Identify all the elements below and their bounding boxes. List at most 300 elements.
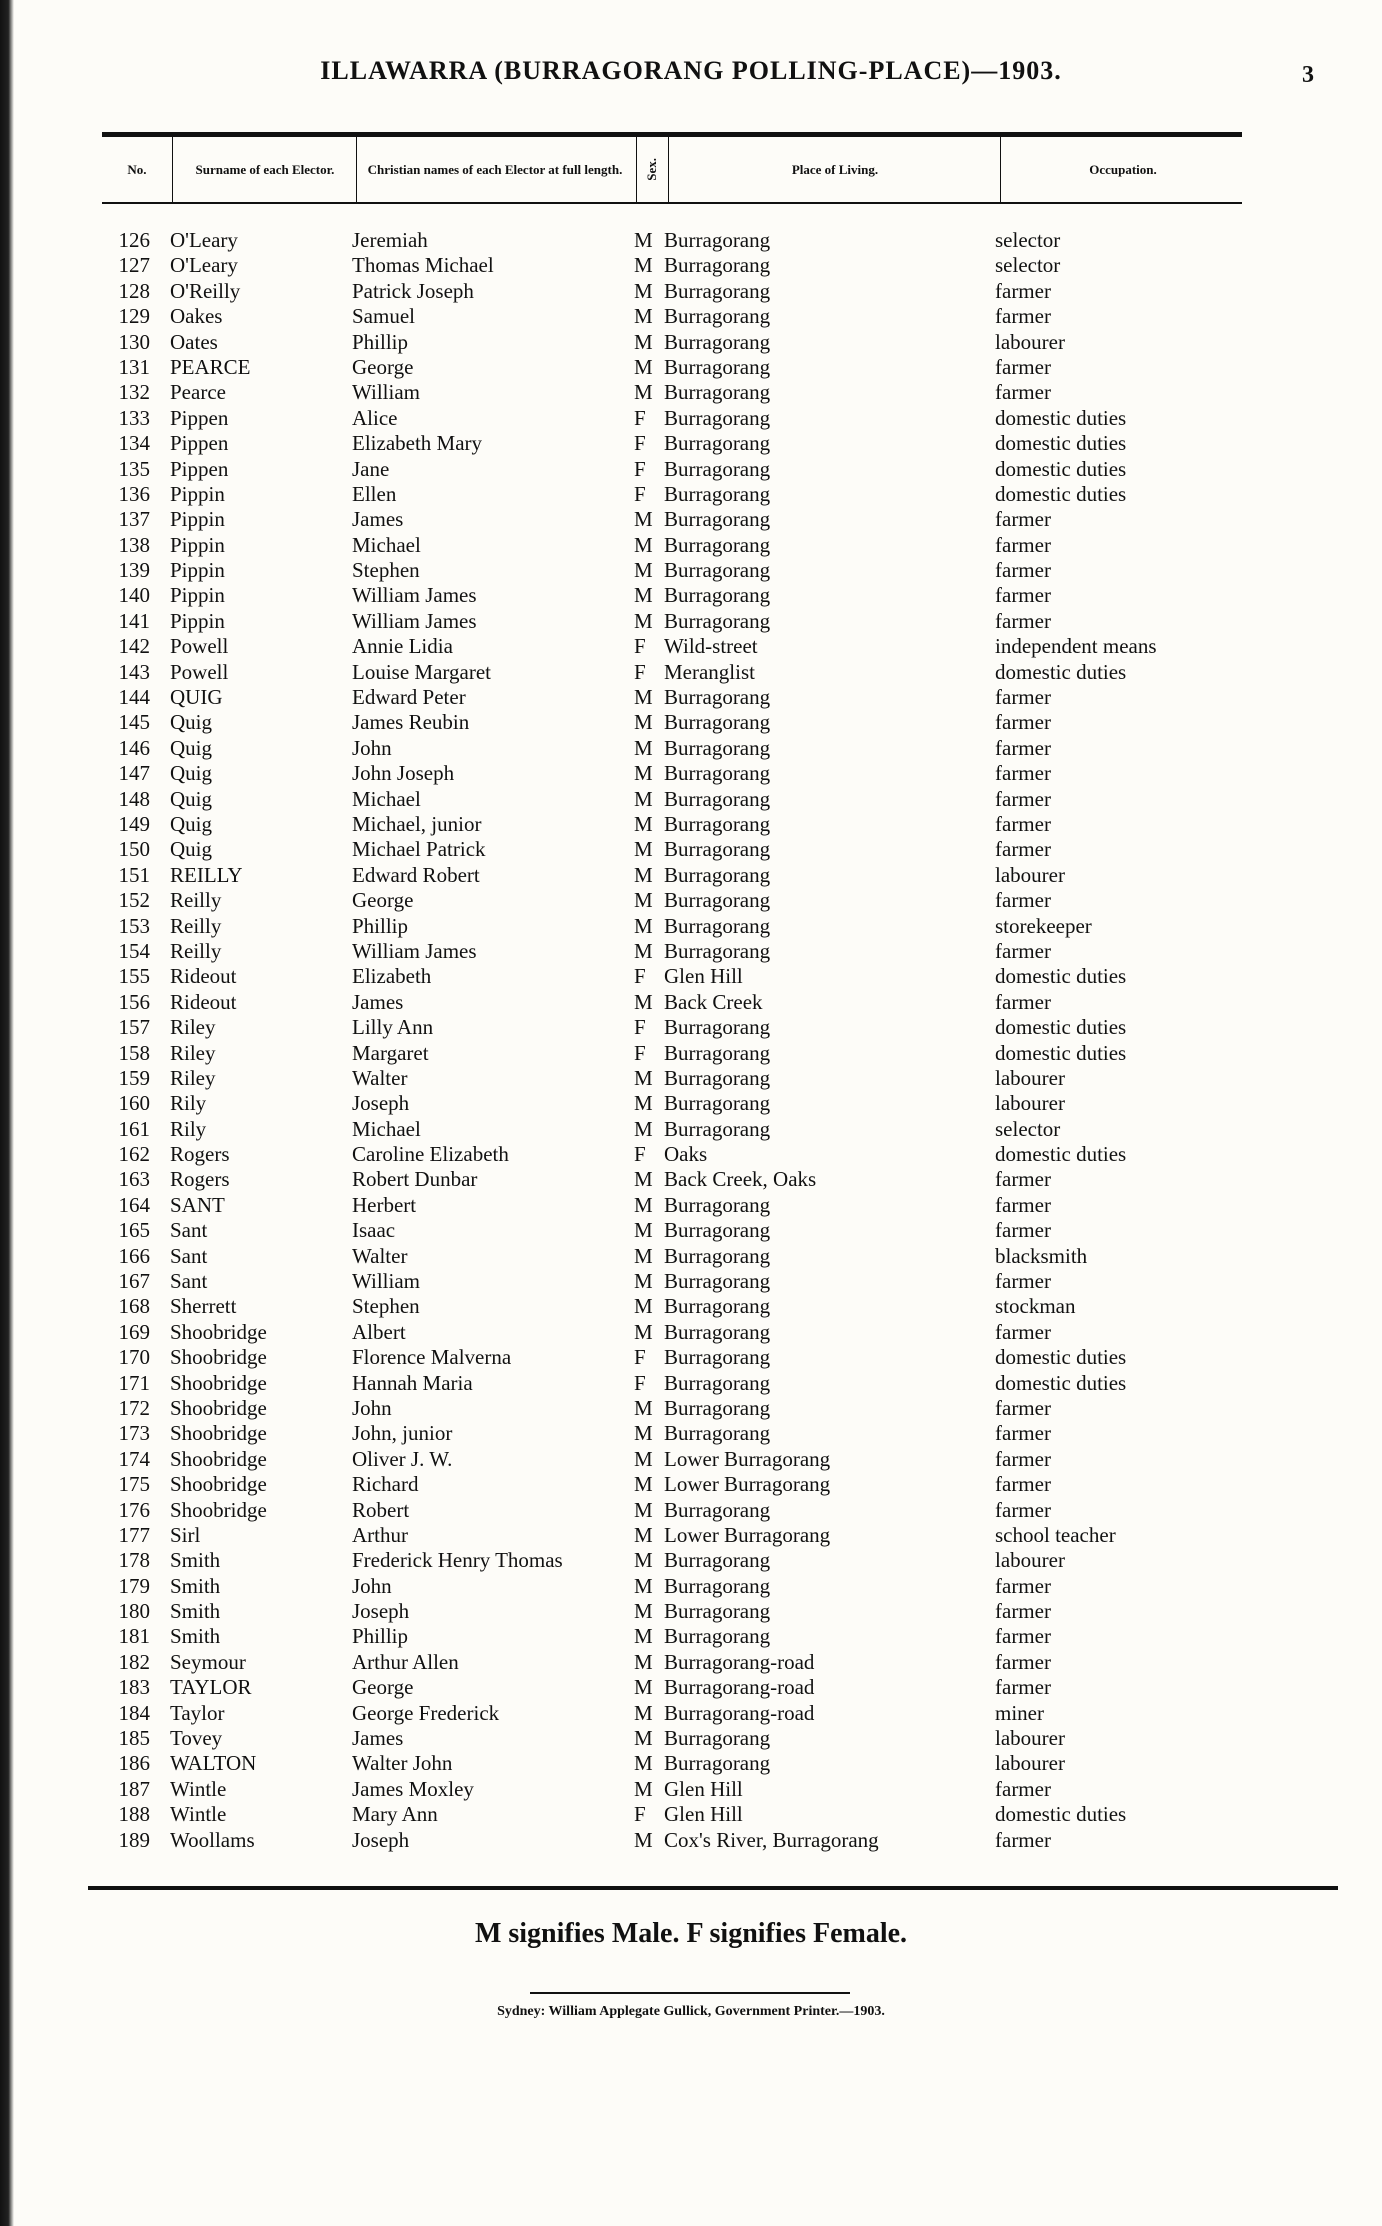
elector-surname: Pippin — [170, 481, 225, 506]
elector-occupation: farmer — [995, 1649, 1051, 1674]
elector-sex: M — [634, 811, 653, 836]
elector-occupation: farmer — [995, 558, 1051, 583]
elector-christian-names: Mary Ann — [352, 1802, 438, 1827]
elector-christian-names: Albert — [352, 1319, 406, 1344]
elector-occupation: farmer — [995, 1446, 1051, 1471]
elector-sex: F — [634, 1802, 646, 1827]
elector-surname: Seymour — [170, 1649, 246, 1674]
table-row — [0, 1650, 1382, 1675]
table-row — [0, 1066, 1382, 1091]
elector-number: 174 — [118, 1446, 150, 1471]
column-header-place: Place of Living. — [791, 161, 879, 177]
elector-sex: F — [634, 1370, 646, 1395]
table-row — [0, 457, 1382, 482]
table-row — [0, 482, 1382, 507]
elector-sex: M — [634, 1218, 653, 1243]
elector-number: 166 — [118, 1243, 150, 1268]
elector-sex: F — [634, 1015, 646, 1040]
elector-occupation: labourer — [995, 1065, 1065, 1090]
elector-number: 185 — [118, 1726, 150, 1751]
elector-sex: F — [634, 431, 646, 456]
elector-sex: M — [634, 1116, 653, 1141]
elector-sex: M — [634, 938, 653, 963]
elector-christian-names: William — [352, 380, 420, 405]
elector-place-of-living: Burragorang — [664, 481, 771, 506]
table-row — [0, 1396, 1382, 1421]
column-header-christian-names: Christian names of each Elector at full length. — [367, 161, 623, 177]
table-row — [0, 1244, 1382, 1269]
elector-sex: M — [634, 913, 653, 938]
elector-surname: O'Leary — [170, 253, 238, 278]
elector-surname: Riley — [170, 1065, 216, 1090]
elector-number: 132 — [118, 380, 150, 405]
table-row — [0, 330, 1382, 355]
table-row — [0, 837, 1382, 862]
elector-christian-names: Robert — [352, 1497, 410, 1522]
elector-christian-names: George — [352, 888, 414, 913]
elector-sex: M — [634, 1243, 653, 1268]
elector-occupation: farmer — [995, 1192, 1051, 1217]
elector-sex: M — [634, 710, 653, 735]
elector-number: 187 — [118, 1776, 150, 1801]
elector-occupation: storekeeper — [995, 913, 1092, 938]
table-row — [0, 1218, 1382, 1243]
elector-surname: Smith — [170, 1573, 221, 1598]
elector-occupation: farmer — [995, 1599, 1051, 1624]
elector-occupation: domestic duties — [995, 456, 1127, 481]
elector-surname: Quig — [170, 735, 212, 760]
elector-surname: Rideout — [170, 964, 237, 989]
table-row — [0, 609, 1382, 634]
elector-place-of-living: Back Creek, Oaks — [664, 1167, 817, 1192]
elector-christian-names: Louise Margaret — [352, 659, 491, 684]
elector-sex: M — [634, 735, 653, 760]
column-divider — [172, 137, 173, 202]
elector-christian-names: Annie Lidia — [352, 634, 453, 659]
table-row — [0, 660, 1382, 685]
elector-number: 176 — [118, 1497, 150, 1522]
elector-place-of-living: Burragorang — [664, 1065, 771, 1090]
table-row — [0, 279, 1382, 304]
elector-christian-names: Robert Dunbar — [352, 1167, 478, 1192]
elector-occupation: farmer — [995, 1218, 1051, 1243]
elector-number: 184 — [118, 1700, 150, 1725]
elector-place-of-living: Burragorang — [664, 1218, 771, 1243]
elector-surname: Riley — [170, 1040, 216, 1065]
table-row — [0, 1345, 1382, 1370]
elector-place-of-living: Burragorang — [664, 456, 771, 481]
elector-place-of-living: Burragorang — [664, 558, 771, 583]
elector-surname: Reilly — [170, 913, 222, 938]
table-row — [0, 533, 1382, 558]
elector-sex: M — [634, 837, 653, 862]
elector-christian-names: Stephen — [352, 1294, 420, 1319]
elector-occupation: domestic duties — [995, 1142, 1127, 1167]
elector-number: 126 — [118, 228, 150, 252]
elector-number: 183 — [118, 1675, 150, 1700]
table-row — [0, 1498, 1382, 1523]
elector-christian-names: George — [352, 1675, 414, 1700]
elector-place-of-living: Burragorang — [664, 1294, 771, 1319]
elector-number: 162 — [118, 1142, 150, 1167]
elector-christian-names: Phillip — [352, 329, 409, 354]
elector-place-of-living: Burragorang — [664, 1192, 771, 1217]
elector-number: 143 — [118, 659, 150, 684]
table-row — [0, 914, 1382, 939]
elector-surname: Quig — [170, 761, 212, 786]
elector-christian-names: John — [352, 1573, 392, 1598]
elector-place-of-living: Burragorang — [664, 862, 771, 887]
elector-surname: Pippen — [170, 431, 229, 456]
elector-sex: M — [634, 278, 653, 303]
elector-occupation: farmer — [995, 380, 1051, 405]
elector-sex: F — [634, 456, 646, 481]
elector-sex: M — [634, 608, 653, 633]
elector-surname: Rogers — [170, 1167, 230, 1192]
elector-number: 144 — [118, 685, 150, 710]
elector-christian-names: Arthur — [352, 1522, 408, 1547]
page-title: ILLAWARRA (BURRAGORANG POLLING-PLACE)—1903. — [320, 56, 1062, 85]
elector-surname: Rideout — [170, 989, 237, 1014]
elector-place-of-living: Burragorang — [664, 329, 771, 354]
table-row — [0, 1802, 1382, 1827]
elector-occupation: domestic duties — [995, 481, 1127, 506]
elector-sex: M — [634, 1269, 653, 1294]
elector-number: 146 — [118, 735, 150, 760]
elector-place-of-living: Cox's River, Burragorang — [664, 1827, 879, 1852]
elector-place-of-living: Burragorang-road — [664, 1675, 815, 1700]
elector-number: 165 — [118, 1218, 150, 1243]
elector-number: 148 — [118, 786, 150, 811]
elector-christian-names: James — [352, 989, 404, 1014]
elector-occupation: farmer — [995, 1827, 1051, 1852]
elector-place-of-living: Burragorang — [664, 1751, 771, 1776]
elector-surname: Pearce — [170, 380, 226, 405]
elector-sex: M — [634, 1091, 653, 1116]
elector-surname: Shoobridge — [170, 1472, 267, 1497]
elector-occupation: selector — [995, 1116, 1061, 1141]
elector-place-of-living: Lower Burragorang — [664, 1472, 831, 1497]
elector-sex: M — [634, 1065, 653, 1090]
elector-occupation: domestic duties — [995, 431, 1127, 456]
elector-surname: Reilly — [170, 888, 222, 913]
table-row — [0, 990, 1382, 1015]
column-header-surname: Surname of each Elector. — [195, 161, 335, 177]
elector-christian-names: Patrick Joseph — [352, 278, 474, 303]
elector-number: 149 — [118, 811, 150, 836]
table-row — [0, 685, 1382, 710]
elector-surname: Powell — [170, 634, 229, 659]
table-row — [0, 1523, 1382, 1548]
elector-number: 169 — [118, 1319, 150, 1344]
sex-legend: M signifies Male. F signifies Female. — [474, 1918, 908, 1949]
elector-christian-names: Lilly Ann — [352, 1015, 434, 1040]
elector-surname: Sant — [170, 1243, 208, 1268]
table-row — [0, 1320, 1382, 1345]
elector-occupation: farmer — [995, 938, 1051, 963]
elector-christian-names: Walter — [352, 1065, 408, 1090]
table-row — [0, 1091, 1382, 1116]
column-divider — [356, 137, 357, 202]
elector-surname: Shoobridge — [170, 1319, 267, 1344]
elector-place-of-living: Burragorang-road — [664, 1700, 815, 1725]
elector-christian-names: George Frederick — [352, 1700, 500, 1725]
table-row — [0, 1421, 1382, 1446]
elector-place-of-living: Burragorang — [664, 583, 771, 608]
elector-christian-names: Thomas Michael — [352, 253, 494, 278]
elector-place-of-living: Burragorang — [664, 354, 771, 379]
table-row — [0, 228, 1382, 253]
elector-occupation: labourer — [995, 1726, 1065, 1751]
elector-surname: Rily — [170, 1091, 207, 1116]
elector-sex: M — [634, 583, 653, 608]
elector-sex: M — [634, 253, 653, 278]
elector-place-of-living: Back Creek — [664, 989, 763, 1014]
elector-place-of-living: Burragorang — [664, 1573, 771, 1598]
elector-number: 135 — [118, 456, 150, 481]
elector-number: 168 — [118, 1294, 150, 1319]
elector-occupation: independent means — [995, 634, 1157, 659]
elector-occupation: farmer — [995, 1269, 1051, 1294]
elector-occupation: farmer — [995, 1167, 1051, 1192]
elector-occupation: farmer — [995, 304, 1051, 329]
elector-surname: Shoobridge — [170, 1446, 267, 1471]
elector-christian-names: John Joseph — [352, 761, 455, 786]
elector-number: 173 — [118, 1421, 150, 1446]
elector-occupation: farmer — [995, 608, 1051, 633]
table-row — [0, 1193, 1382, 1218]
elector-place-of-living: Burragorang-road — [664, 1649, 815, 1674]
elector-place-of-living: Glen Hill — [664, 1776, 743, 1801]
elector-place-of-living: Burragorang — [664, 532, 771, 557]
elector-place-of-living: Burragorang — [664, 1345, 771, 1370]
column-header-sex: Sex. — [644, 158, 659, 181]
elector-occupation: farmer — [995, 685, 1051, 710]
elector-occupation: farmer — [995, 888, 1051, 913]
table-row — [0, 1472, 1382, 1497]
elector-place-of-living: Burragorang — [664, 1269, 771, 1294]
elector-occupation: domestic duties — [995, 1040, 1127, 1065]
elector-sex: F — [634, 481, 646, 506]
elector-christian-names: James Moxley — [352, 1776, 474, 1801]
table-row — [0, 1371, 1382, 1396]
table-row — [0, 1599, 1382, 1624]
elector-occupation: farmer — [995, 811, 1051, 836]
elector-occupation: farmer — [995, 278, 1051, 303]
elector-sex: M — [634, 228, 653, 252]
elector-occupation: labourer — [995, 1548, 1065, 1573]
elector-occupation: school teacher — [995, 1522, 1116, 1547]
elector-christian-names: James — [352, 507, 404, 532]
elector-place-of-living: Burragorang — [664, 938, 771, 963]
elector-christian-names: Ellen — [352, 481, 397, 506]
elector-christian-names: Walter — [352, 1243, 408, 1268]
elector-surname: Shoobridge — [170, 1497, 267, 1522]
elector-christian-names: John — [352, 735, 392, 760]
elector-place-of-living: Burragorang — [664, 608, 771, 633]
elector-christian-names: Florence Malverna — [352, 1345, 512, 1370]
elector-number: 134 — [118, 431, 150, 456]
elector-sex: M — [634, 329, 653, 354]
elector-number: 188 — [118, 1802, 150, 1827]
elector-surname: Pippin — [170, 583, 225, 608]
table-bottom-rule — [88, 1886, 1338, 1890]
elector-place-of-living: Lower Burragorang — [664, 1522, 831, 1547]
elector-place-of-living: Burragorang — [664, 1015, 771, 1040]
elector-number: 151 — [118, 862, 150, 887]
elector-occupation: labourer — [995, 1751, 1065, 1776]
elector-number: 140 — [118, 583, 150, 608]
elector-sex: M — [634, 1776, 653, 1801]
elector-number: 129 — [118, 304, 150, 329]
table-header-rule — [102, 202, 1242, 204]
elector-surname: Shoobridge — [170, 1345, 267, 1370]
elector-number: 180 — [118, 1599, 150, 1624]
elector-sex: M — [634, 1446, 653, 1471]
elector-place-of-living: Burragorang — [664, 1497, 771, 1522]
table-row — [0, 1269, 1382, 1294]
elector-place-of-living: Burragorang — [664, 1624, 771, 1649]
elector-christian-names: Walter John — [352, 1751, 453, 1776]
elector-occupation: farmer — [995, 1675, 1051, 1700]
elector-number: 154 — [118, 938, 150, 963]
table-row — [0, 863, 1382, 888]
elector-surname: Rogers — [170, 1142, 230, 1167]
elector-christian-names: Michael Patrick — [352, 837, 486, 862]
elector-place-of-living: Burragorang — [664, 811, 771, 836]
table-row — [0, 939, 1382, 964]
elector-surname: SANT — [170, 1192, 225, 1217]
elector-number: 172 — [118, 1395, 150, 1420]
elector-place-of-living: Burragorang — [664, 837, 771, 862]
elector-christian-names: William James — [352, 608, 477, 633]
elector-surname: Pippen — [170, 456, 229, 481]
elector-number: 147 — [118, 761, 150, 786]
elector-occupation: farmer — [995, 583, 1051, 608]
elector-occupation: selector — [995, 253, 1061, 278]
elector-surname: Quig — [170, 811, 212, 836]
elector-place-of-living: Oaks — [664, 1142, 708, 1167]
elector-sex: M — [634, 532, 653, 557]
elector-surname: Pippin — [170, 558, 225, 583]
elector-sex: M — [634, 862, 653, 887]
elector-sex: M — [634, 685, 653, 710]
elector-sex: M — [634, 761, 653, 786]
table-row — [0, 1117, 1382, 1142]
elector-surname: Rily — [170, 1116, 207, 1141]
elector-place-of-living: Burragorang — [664, 888, 771, 913]
elector-occupation: domestic duties — [995, 1345, 1127, 1370]
elector-sex: M — [634, 786, 653, 811]
table-row — [0, 355, 1382, 380]
elector-place-of-living: Burragorang — [664, 1421, 771, 1446]
elector-christian-names: Jane — [352, 456, 390, 481]
table-row — [0, 1726, 1382, 1751]
elector-number: 156 — [118, 989, 150, 1014]
page-number: 3 — [1302, 62, 1314, 88]
elector-christian-names: James — [352, 1726, 404, 1751]
elector-place-of-living: Burragorang — [664, 228, 771, 252]
elector-christian-names: William James — [352, 938, 477, 963]
elector-number: 178 — [118, 1548, 150, 1573]
elector-sex: M — [634, 354, 653, 379]
elector-number: 139 — [118, 558, 150, 583]
elector-surname: Sant — [170, 1218, 208, 1243]
table-row — [0, 507, 1382, 532]
elector-surname: Wintle — [170, 1776, 227, 1801]
elector-surname: Taylor — [170, 1700, 225, 1725]
elector-surname: Smith — [170, 1599, 221, 1624]
elector-christian-names: Hannah Maria — [352, 1370, 473, 1395]
elector-sex: M — [634, 1319, 653, 1344]
elector-christian-names: Alice — [352, 405, 398, 430]
elector-surname: Shoobridge — [170, 1395, 267, 1420]
elector-christian-names: Phillip — [352, 913, 409, 938]
elector-occupation: farmer — [995, 1421, 1051, 1446]
elector-list — [0, 228, 1382, 1853]
elector-occupation: farmer — [995, 507, 1051, 532]
elector-number: 175 — [118, 1472, 150, 1497]
elector-occupation: farmer — [995, 532, 1051, 557]
elector-christian-names: Michael, junior — [352, 811, 482, 836]
elector-number: 141 — [118, 608, 150, 633]
elector-place-of-living: Burragorang — [664, 1091, 771, 1116]
elector-sex: M — [634, 1751, 653, 1776]
elector-number: 164 — [118, 1192, 150, 1217]
elector-sex: M — [634, 558, 653, 583]
elector-surname: Oakes — [170, 304, 223, 329]
elector-sex: M — [634, 1497, 653, 1522]
elector-christian-names: Edward Robert — [352, 862, 480, 887]
elector-place-of-living: Burragorang — [664, 1243, 771, 1268]
elector-christian-names: Caroline Elizabeth — [352, 1142, 509, 1167]
table-row — [0, 1041, 1382, 1066]
elector-surname: Wintle — [170, 1802, 227, 1827]
elector-place-of-living: Burragorang — [664, 304, 771, 329]
elector-christian-names: Stephen — [352, 558, 420, 583]
column-divider — [668, 137, 669, 202]
elector-surname: Shoobridge — [170, 1370, 267, 1395]
elector-number: 161 — [118, 1116, 150, 1141]
elector-sex: M — [634, 888, 653, 913]
elector-occupation: blacksmith — [995, 1243, 1088, 1268]
column-divider — [636, 137, 637, 202]
elector-place-of-living: Meranglist — [664, 659, 755, 684]
elector-number: 145 — [118, 710, 150, 735]
elector-place-of-living: Burragorang — [664, 1726, 771, 1751]
table-row — [0, 1675, 1382, 1700]
elector-place-of-living: Burragorang — [664, 1116, 771, 1141]
elector-surname: Pippin — [170, 608, 225, 633]
elector-place-of-living: Burragorang — [664, 507, 771, 532]
elector-occupation: farmer — [995, 1472, 1051, 1497]
elector-place-of-living: Burragorang — [664, 761, 771, 786]
table-row — [0, 710, 1382, 735]
elector-sex: M — [634, 304, 653, 329]
elector-surname: Quig — [170, 837, 212, 862]
elector-christian-names: Arthur Allen — [352, 1649, 459, 1674]
elector-sex: F — [634, 634, 646, 659]
elector-place-of-living: Wild-street — [664, 634, 758, 659]
elector-surname: REILLY — [170, 862, 243, 887]
elector-christian-names: Herbert — [352, 1192, 417, 1217]
elector-surname: Sirl — [170, 1522, 201, 1547]
elector-place-of-living: Glen Hill — [664, 964, 743, 989]
elector-occupation: farmer — [995, 1573, 1051, 1598]
elector-occupation: stockman — [995, 1294, 1076, 1319]
elector-surname: Powell — [170, 659, 229, 684]
column-divider — [1000, 137, 1001, 202]
